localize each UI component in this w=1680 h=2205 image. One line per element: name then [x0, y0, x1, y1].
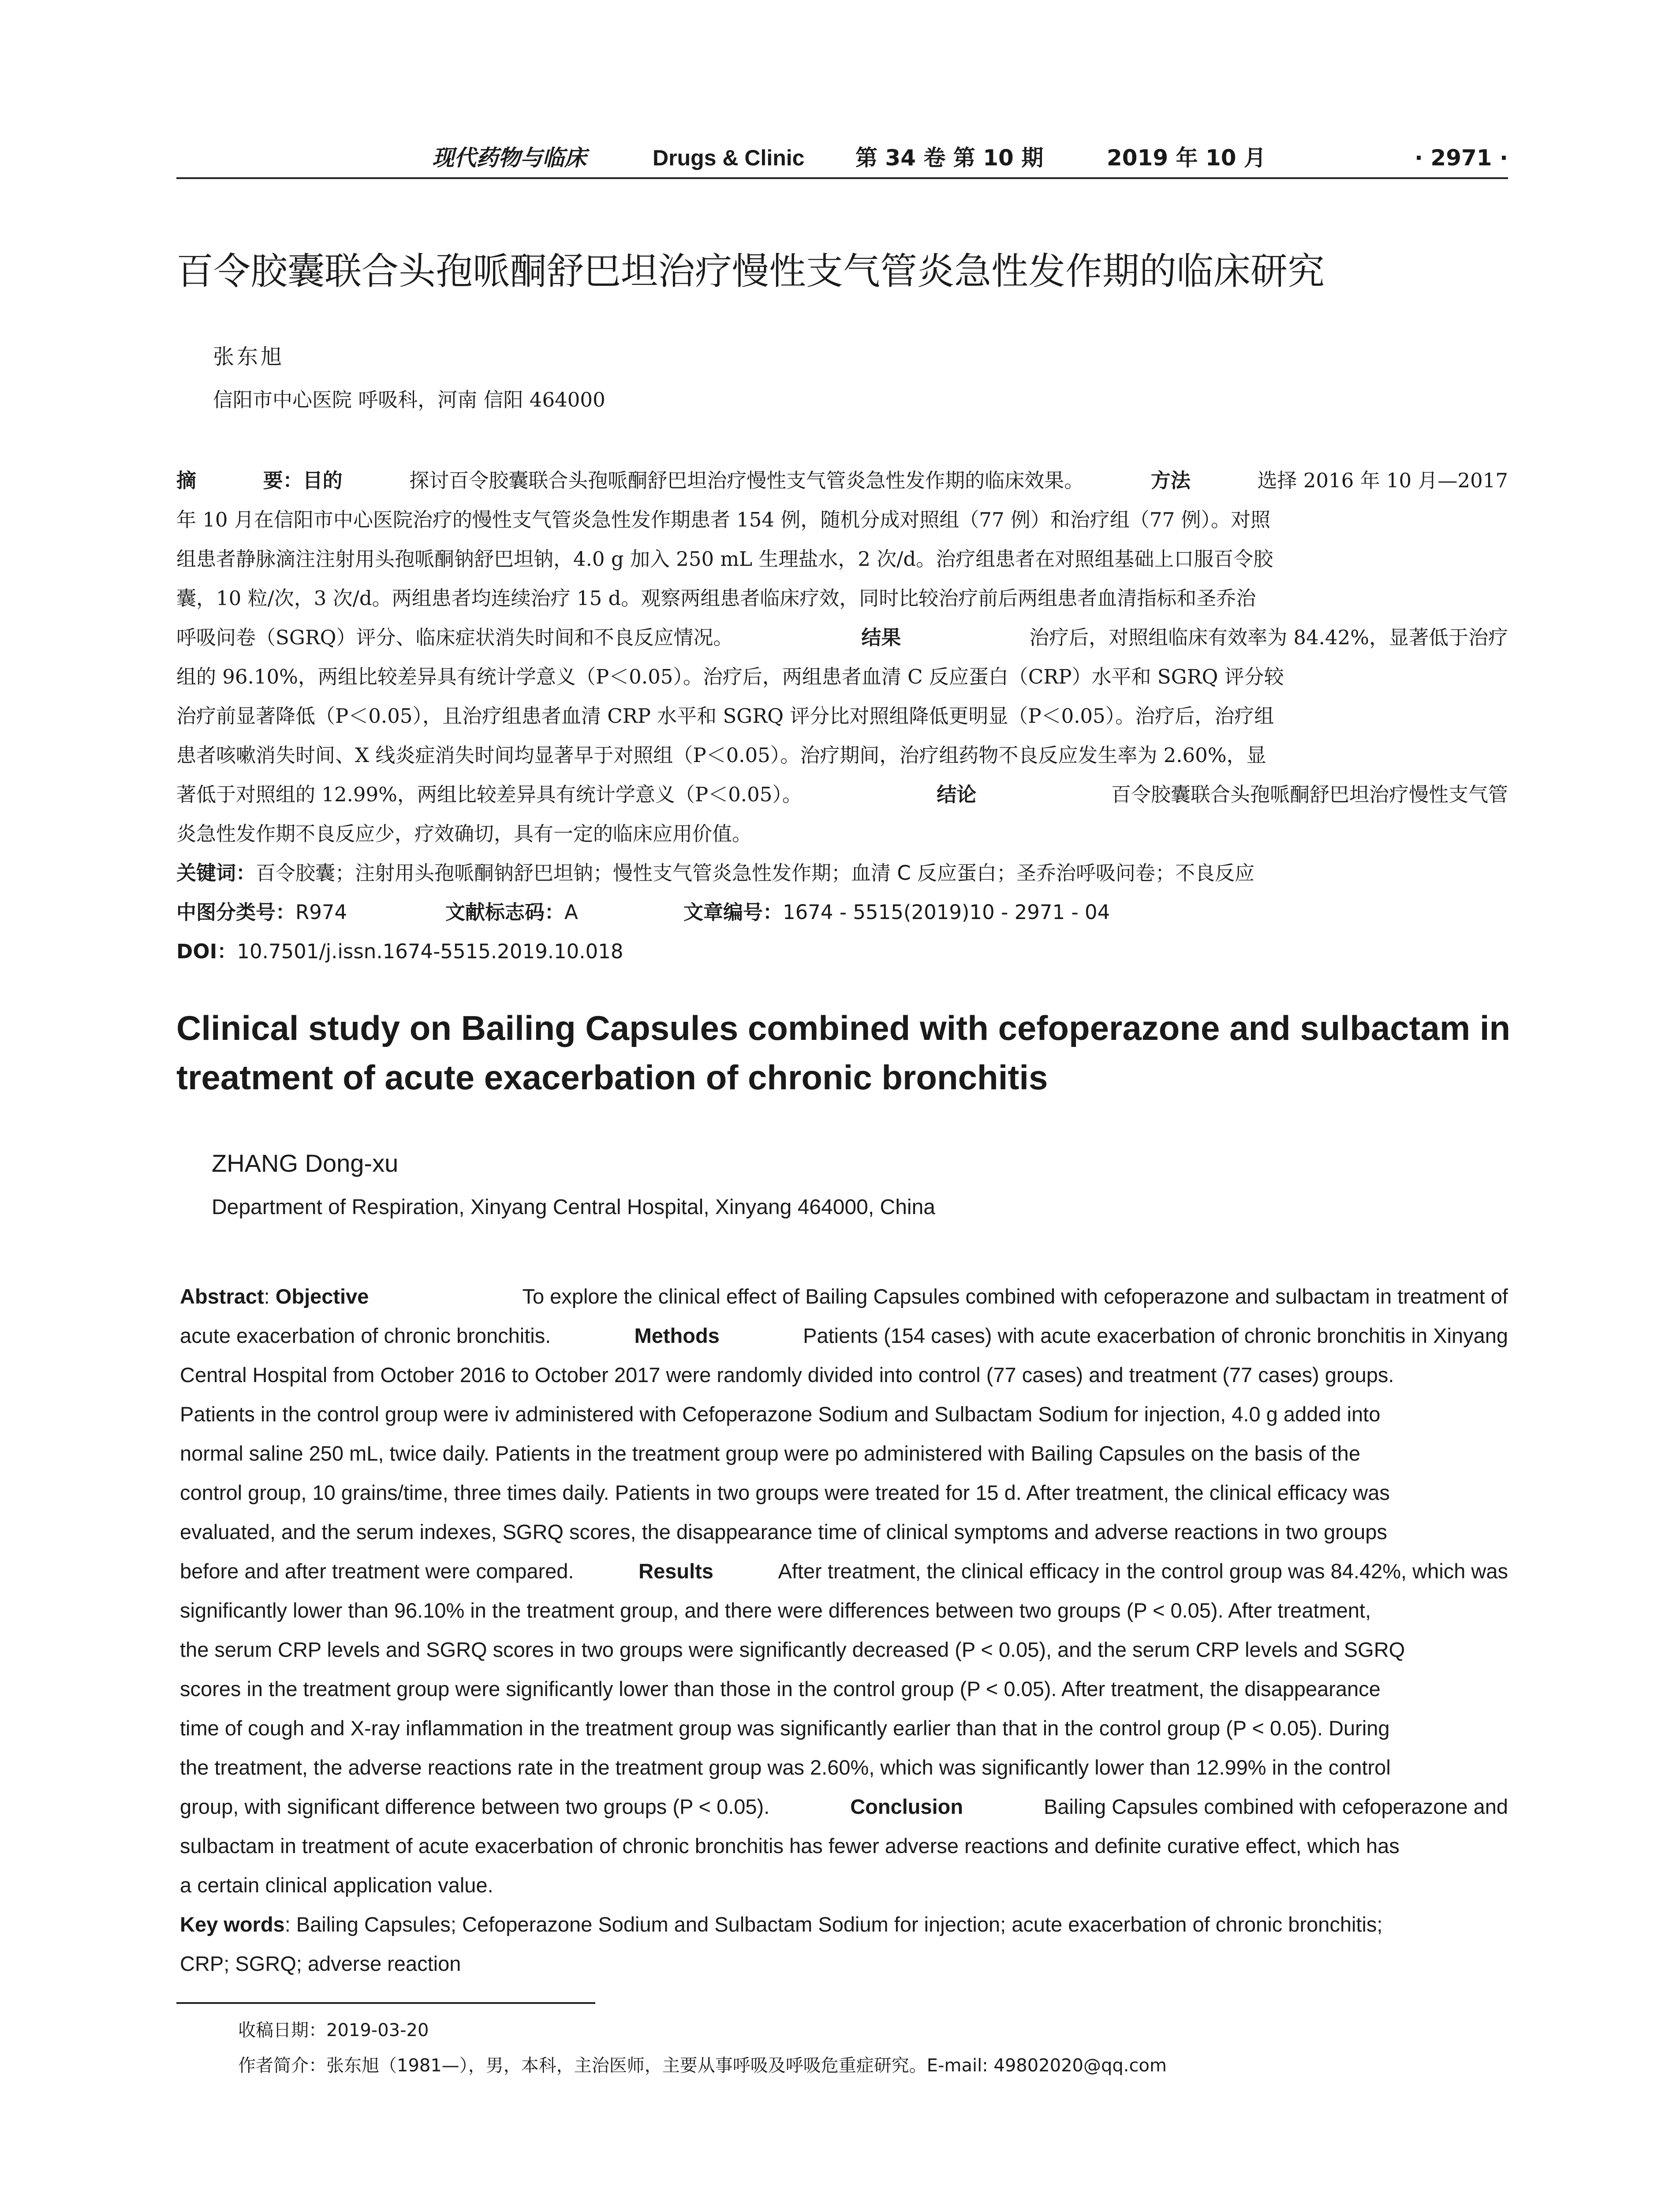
- abstract-label: 摘: [176, 469, 197, 492]
- clc-value: R974: [295, 901, 347, 924]
- journal-name-en: Drugs & Clinic: [653, 146, 805, 170]
- abstract-text: 著低于对照组的 12.99%，两组比较差异具有统计学意义（P＜0.05）。: [176, 783, 802, 806]
- abstract-en-line: [180, 1394, 1508, 1434]
- abstract-en-line: [180, 1630, 1508, 1669]
- keywords-cn: [176, 853, 1508, 893]
- abstract-cn-line: [176, 657, 1508, 696]
- abstract-text: 年 10 月在信阳市中心医院治疗的慢性支气管炎急性发作期患者 154 例，随机分成对照组（77 例）和治疗组（77 例）。对照: [176, 508, 1271, 531]
- abstract-text: the serum CRP levels and SGRQ scores in two groups were significantly decreased (P < 0.05), and the serum CRP levels and SGRQ: [180, 1638, 1405, 1661]
- keywords-label-en: Key words: [180, 1913, 285, 1936]
- page-number: · 2971 ·: [1415, 145, 1508, 171]
- abstract-text: significantly lower than 96.10% in the treatment group, and there were differences between two groups (P < 0.05). After treatment,: [180, 1599, 1371, 1622]
- doi-label: DOI：: [176, 940, 237, 963]
- abstract-en-line: [180, 1355, 1508, 1394]
- abstract-cn-line: [176, 814, 1508, 853]
- abstract-text: sulbactam in treatment of acute exacerbation of chronic bronchitis has fewer adverse reactions and definite curative effect, which has: [180, 1834, 1400, 1857]
- abstract-text: 百令胶囊联合头孢哌酮舒巴坦治疗慢性支气管: [1111, 783, 1508, 806]
- volume-issue: 第 34 卷 第 10 期: [855, 145, 1044, 171]
- abstract-en: [180, 1277, 1508, 1983]
- keywords-text-en: CRP; SGRQ; adverse reaction: [180, 1952, 461, 1975]
- abstract-cn-line: [176, 696, 1508, 736]
- header-rule: [176, 177, 1508, 179]
- abstract-cn: [176, 461, 1508, 971]
- abstract-text: 患者咳嗽消失时间、X 线炎症消失时间均显著早于对照组（P＜0.05）。治疗期间，治疗组药物不良反应发生率为 2.60%，显: [176, 744, 1266, 767]
- methods-label: 方法: [1150, 469, 1191, 492]
- abstract-text: Bailing Capsules combined with cefoperazone and: [1044, 1795, 1508, 1818]
- abstract-en-line: [180, 1826, 1508, 1865]
- abstract-text: group, with significant difference between two groups (P < 0.05).: [180, 1795, 770, 1818]
- objective-label: 要：目的: [263, 469, 343, 492]
- classification-line: [176, 893, 1508, 932]
- abstract-text: 呼吸问卷（SGRQ）评分、临床症状消失时间和不良反应情况。: [176, 626, 733, 649]
- journal-name-cn: 现代药物与临床: [432, 145, 586, 171]
- abstract-en-line: [180, 1551, 1508, 1591]
- abstract-text: control group, 10 grains/time, three times daily. Patients in two groups were treated for 15 d. After treatment, the clinical efficacy was: [180, 1481, 1390, 1504]
- abstract-text: normal saline 250 mL, twice daily. Patients in the treatment group were po administered with Bailing Capsules on the basis of the: [180, 1442, 1360, 1465]
- clc-label: 中图分类号：: [176, 901, 296, 924]
- abstract-cn-line: [176, 579, 1508, 618]
- abstract-text: After treatment, the clinical efficacy in the control group was 84.42%, which was: [778, 1559, 1508, 1583]
- results-label-en: Results: [638, 1559, 713, 1583]
- abstract-text: the treatment, the adverse reactions rate in the treatment group was 2.60%, which was significantly lower than 12.99% in the control: [180, 1756, 1391, 1779]
- affiliation-en: Department of Respiration, Xinyang Central Hospital, Xinyang 464000, China: [212, 1196, 935, 1219]
- abstract-en-line: [180, 1512, 1508, 1551]
- keywords-text: 百令胶囊；注射用头孢哌酮钠舒巴坦钠；慢性支气管炎急性发作期；血清 C 反应蛋白；圣乔治呼吸问卷；不良反应: [256, 861, 1255, 885]
- abstract-cn-line: [176, 461, 1508, 500]
- doc-code-label: 文献标志码：: [445, 901, 565, 924]
- abstract-cn-line: [176, 736, 1508, 775]
- abstract-text: Patients in the control group were iv administered with Cefoperazone Sodium and Sulbactam Sodium for injection, 4.0 g added into: [180, 1402, 1381, 1426]
- abstract-text: acute exacerbation of chronic bronchitis.: [180, 1324, 551, 1347]
- abstract-en-line: [180, 1473, 1508, 1512]
- keywords-en: [180, 1905, 1508, 1944]
- results-label: 结果: [861, 626, 901, 649]
- abstract-en-line: [180, 1591, 1508, 1630]
- abstract-cn-line: [176, 775, 1508, 814]
- keywords-label: 关键词：: [176, 861, 256, 885]
- abstract-text: 组患者静脉滴注注射用头孢哌酮钠舒巴坦钠，4.0 g 加入 250 mL 生理盐水，2 次/d。治疗组患者在对照组基础上口服百令胶: [176, 547, 1273, 571]
- title-en: Clinical study on Bailing Capsules combined with cefoperazone and sulbactam in treatment of acute exacerbation of chronic bronchitis: [176, 1009, 1511, 1097]
- issue-date: 2019 年 10 月: [1107, 145, 1266, 171]
- methods-label-en: Methods: [634, 1324, 720, 1347]
- abstract-cn-line: [176, 539, 1508, 579]
- running-header: [176, 140, 1508, 176]
- abstract-text: 组的 96.10%，两组比较差异具有统计学意义（P＜0.05）。治疗后，两组患者血清 C 反应蛋白（CRP）水平和 SGRQ 评分较: [176, 665, 1284, 688]
- abstract-label-en: Abstract: [180, 1285, 264, 1308]
- abstract-text: 选择 2016 年 10 月—2017: [1257, 469, 1508, 492]
- conclusion-label: 结论: [937, 783, 977, 806]
- abstract-text: 治疗后，对照组临床有效率为 84.42%，显著低于治疗: [1029, 626, 1508, 649]
- abstract-text: Patients (154 cases) with acute exacerbation of chronic bronchitis in Xinyang: [803, 1324, 1508, 1347]
- article-number-label: 文章编号：: [683, 901, 783, 924]
- abstract-text: 囊，10 粒/次，3 次/d。两组患者均连续治疗 15 d。观察两组患者临床疗效，同时比较治疗前后两组患者血清指标和圣乔治: [176, 587, 1256, 610]
- abstract-en-line: [180, 1748, 1508, 1787]
- author-bio: 作者简介：张东旭（1981—），男，本科，主治医师，主要从事呼吸及呼吸危重症研究。E-mail: 49802020@qq.com: [238, 2056, 1167, 2076]
- doi-line: [176, 932, 1508, 971]
- affiliation-cn: 信阳市中心医院 呼吸科，河南 信阳 464000: [213, 388, 605, 411]
- received-date: 收稿日期：2019-03-20: [238, 2020, 429, 2041]
- abstract-text: scores in the treatment group were significantly lower than those in the control group (P < 0.05). After treatment, the disappearance: [180, 1677, 1381, 1700]
- abstract-cn-line: [176, 500, 1508, 539]
- conclusion-label-en: Conclusion: [850, 1795, 963, 1818]
- abstract-text: 炎急性发作期不良反应少，疗效确切，具有一定的临床应用价值。: [176, 822, 752, 845]
- abstract-text: evaluated, and the serum indexes, SGRQ scores, the disappearance time of clinical symptoms and adverse reactions in two groups: [180, 1520, 1387, 1544]
- article-number-value: 1674 - 5515(2019)10 - 2971 - 04: [783, 901, 1110, 924]
- author-cn: 张东旭: [213, 344, 285, 369]
- abstract-text: a certain clinical application value.: [180, 1873, 493, 1897]
- abstract-text: 探讨百令胶囊联合头孢哌酮舒巴坦治疗慢性支气管炎急性发作期的临床效果。: [409, 469, 1084, 492]
- abstract-en-line: [180, 1316, 1508, 1355]
- footnote-rule: [176, 2002, 595, 2004]
- abstract-en-line: [180, 1865, 1508, 1905]
- abstract-text: time of cough and X-ray inflammation in the treatment group was significantly earlier than that in the control group (P < 0.05). During: [180, 1716, 1390, 1740]
- keywords-en-cont: [180, 1944, 1508, 1983]
- doc-code-value: A: [564, 901, 578, 924]
- abstract-text: Central Hospital from October 2016 to October 2017 were randomly divided into control (77 cases) and treatment (77 cases) groups.: [180, 1363, 1394, 1387]
- abstract-text: To explore the clinical effect of Bailing Capsules combined with cefoperazone and sulbactam in treatment of: [522, 1285, 1508, 1308]
- abstract-en-line: [180, 1708, 1508, 1748]
- abstract-en-line: [180, 1669, 1508, 1708]
- abstract-en-line: [180, 1787, 1508, 1826]
- abstract-text: before and after treatment were compared.: [180, 1559, 574, 1583]
- doi-value[interactable]: 10.7501/j.issn.1674-5515.2019.10.018: [237, 940, 623, 963]
- abstract-cn-line: [176, 618, 1508, 657]
- abstract-en-line: [180, 1434, 1508, 1473]
- abstract-text: 治疗前显著降低（P＜0.05），且治疗组患者血清 CRP 水平和 SGRQ 评分比对照组降低更明显（P＜0.05）。治疗后，治疗组: [176, 704, 1274, 728]
- objective-label-en: Objective: [275, 1285, 369, 1308]
- abstract-en-line: [180, 1277, 1508, 1316]
- author-en: ZHANG Dong-xu: [212, 1149, 399, 1177]
- abstract-colon: :: [264, 1285, 270, 1308]
- keywords-text-en: : Bailing Capsules; Cefoperazone Sodium and Sulbactam Sodium for injection; acute exacerbation of chronic bronchitis;: [284, 1913, 1383, 1936]
- title-cn: 百令胶囊联合头孢哌酮舒巴坦治疗慢性支气管炎急性发作期的临床研究: [176, 250, 1325, 293]
